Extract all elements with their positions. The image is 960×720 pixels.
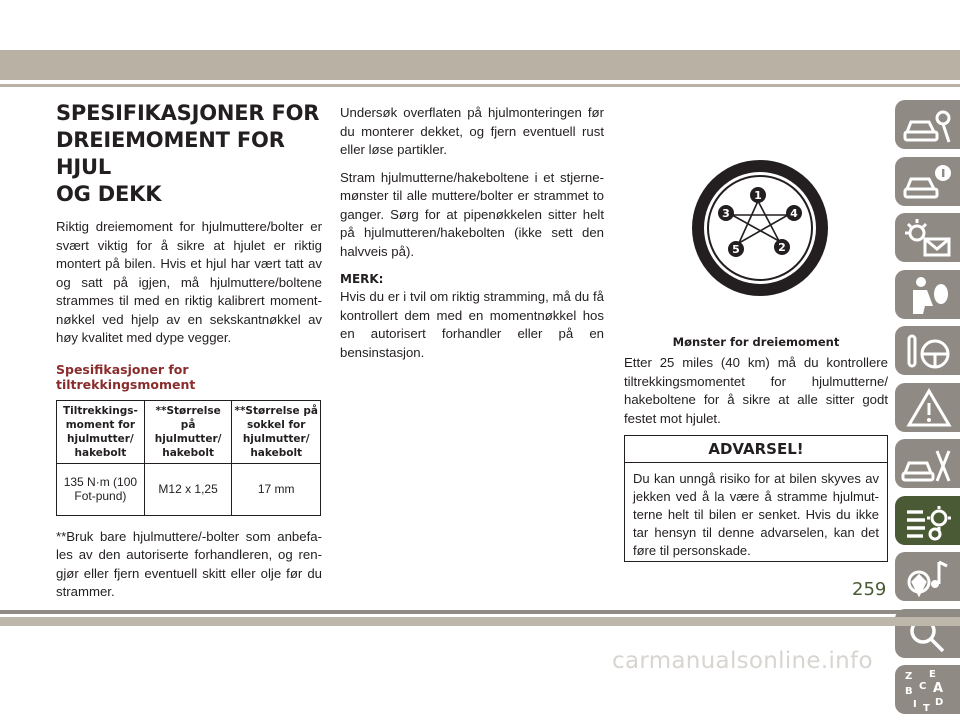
note-text: Hvis du er i tvil om riktig stramming, må du få kontrollert dem med en momentnøkkel hos en autorisert forhandler eller på en bensinstasjon. — [340, 289, 604, 360]
dashboard-lights-icon — [899, 215, 957, 263]
warning-heading: ADVARSEL! — [625, 436, 887, 463]
bolt-number: 5 — [732, 243, 740, 256]
tab-car-key[interactable] — [893, 98, 960, 151]
index-letters-icon — [899, 667, 957, 715]
footer-bar — [0, 617, 960, 626]
table-row — [57, 463, 321, 515]
table-header: Tiltrekkingsmoment for hjulmutter/ hakebolt — [57, 400, 145, 463]
middle-column — [340, 104, 604, 371]
chapter-tabs — [893, 98, 960, 720]
safety-airbag-icon — [899, 272, 957, 320]
title-line: DREIEMOMENT FOR HJUL — [56, 128, 285, 179]
index-letter: E — [929, 669, 936, 680]
paragraph: Stram hjulmutterne/hakeboltene i et stjernemønster til alle muttere/bolter er strammet to ganger. Sørg for at pipenøkkelen sitter helt på hjulmutteren/hakebolten (ikke sett den halvveis på). — [340, 169, 604, 259]
index-letter: T — [923, 703, 930, 714]
tab-dashboard-lights[interactable] — [893, 211, 960, 264]
steering-wheel-icon — [899, 328, 957, 376]
top-margin — [0, 0, 960, 50]
table-cell: M12 x 1,25 — [144, 463, 232, 515]
tab-multimedia[interactable] — [893, 550, 960, 603]
specifications-gear-icon — [899, 498, 957, 546]
warning-text: Du kan unngå risiko for at bilen skyves av jekken ved å la være å stramme hjulmutterne helt til bilen er senket. Hvis du ikke tar hensyn til denne advarselen, kan det føre til personskade. — [633, 471, 879, 558]
table-cell: 135 N·m (100 Fot-pund) — [57, 463, 145, 515]
bolt-number: 2 — [778, 241, 786, 254]
note-heading: MERK: — [340, 272, 384, 286]
right-column — [624, 354, 888, 428]
tab-emergencies[interactable] — [893, 381, 960, 434]
tab-servicing[interactable] — [893, 437, 960, 490]
bolt-number: 4 — [790, 207, 798, 220]
tab-safety[interactable] — [893, 268, 960, 321]
tab-driving[interactable] — [893, 324, 960, 377]
left-column — [56, 100, 322, 602]
footnote: **Bruk bare hjulmuttere/-bolter som anbefales av den autoriserte forhandleren, og rengjør eller fjern eventuell skitt eller olje før du strammer. — [56, 528, 322, 599]
footer-rule — [0, 610, 960, 614]
index-letter: C — [919, 681, 927, 692]
index-letter: D — [935, 697, 944, 708]
tab-car-info[interactable] — [893, 155, 960, 208]
title-line: OG DEKK — [56, 182, 162, 206]
bolt-number: 1 — [754, 189, 762, 202]
torque-pattern-figure — [690, 158, 830, 298]
section-title — [56, 100, 322, 208]
header-bar — [0, 50, 960, 80]
maintenance-tools-icon — [899, 441, 957, 489]
watermark-text: carmanualsonline.info — [612, 648, 873, 674]
table-cell: 17 mm — [232, 463, 321, 515]
tab-index-search[interactable] — [893, 607, 960, 660]
multimedia-music-icon — [899, 554, 957, 602]
title-line: SPESIFIKASJONER FOR — [56, 101, 320, 125]
table-header: **Størrelse på sokkel for hjulmutter/ hakebolt — [232, 400, 321, 463]
intro-paragraph: Riktig dreiemoment for hjulmuttere/bolter er svært viktig for å sikre at hjulet er riktig montert på bilen. Hvis et hjul har vært tatt av og satt på igjen, må hjulmuttere/boltene strammes til med en riktig kalibrert momentnøkkel ved hjelp av en sekskantnøkkel av høy kvalitet med dype vegger. — [56, 219, 322, 345]
warning-triangle-car-icon — [899, 385, 957, 433]
table-header: **Størrelse på hjulmutter/ hakebolt — [144, 400, 232, 463]
torque-spec-table — [56, 400, 321, 516]
bolt-number: 3 — [722, 207, 730, 220]
header-rule — [0, 84, 960, 87]
figure-caption: Mønster for dreiemoment — [672, 335, 840, 349]
table-header-row — [57, 400, 321, 463]
warning-box — [624, 435, 888, 562]
paragraph: Etter 25 miles (40 km) må du kontrollere tiltrekkingsmomentet for hjulmutterne/ hakeboltene for å sikre at alle sitter godt festet mot hjulet. — [624, 355, 888, 426]
index-letter: I — [913, 699, 917, 710]
car-info-icon — [899, 159, 957, 207]
index-letter: A — [933, 681, 944, 696]
tab-index[interactable] — [893, 663, 960, 716]
index-letter: Z — [905, 671, 913, 682]
subheading: Spesifikasjoner for tiltrekkingsmoment — [56, 361, 196, 392]
paragraph: Undersøk overflaten på hjulmonteringen før du monterer dekket, og fjern eventuell rust eller løse partikler. — [340, 105, 604, 157]
index-letter: B — [905, 686, 913, 697]
page-number: 259 — [852, 579, 887, 600]
car-key-icon — [899, 102, 957, 150]
tab-specifications[interactable] — [893, 494, 960, 547]
wheel-diagram-icon — [690, 158, 830, 298]
